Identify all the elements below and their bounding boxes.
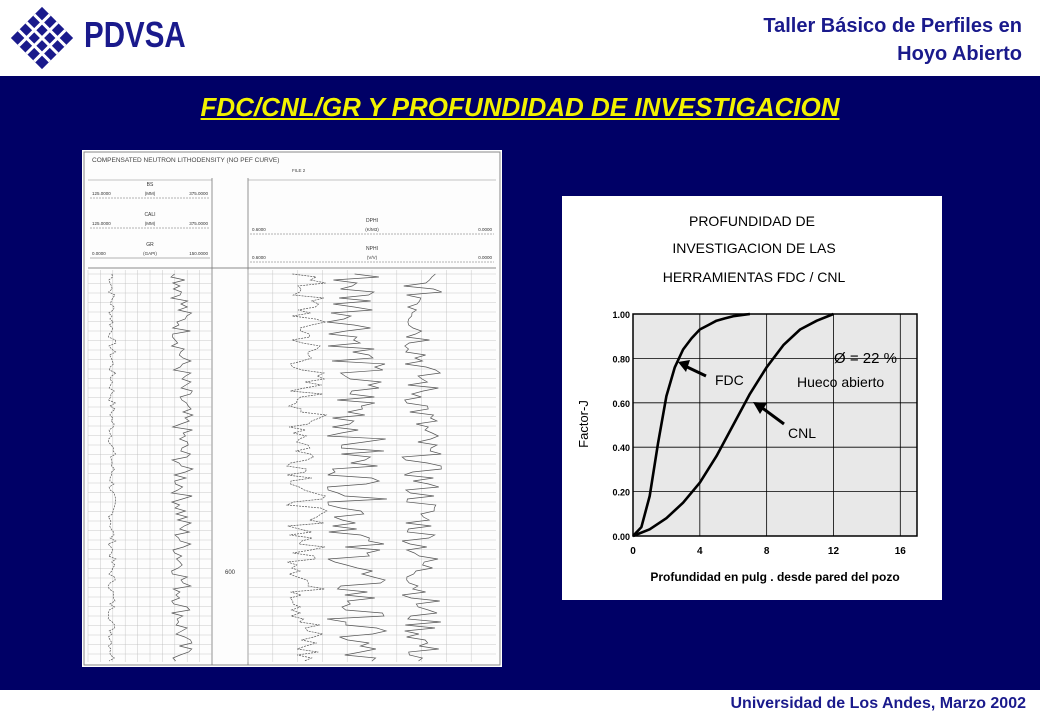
workshop-line-2: Hoyo Abierto — [897, 43, 1022, 65]
log-track-name: BS — [146, 182, 154, 188]
chart-title-line-1: PROFUNDIDAD DE — [688, 213, 816, 229]
hole-annotation: Hueco abierto — [797, 374, 885, 390]
log-track-min: 0.0000 — [92, 251, 106, 256]
workshop-line-1: Taller Básico de Perfiles en — [763, 15, 1022, 37]
log-depth-label: 600 — [224, 570, 236, 576]
log-track-name: GR — [146, 242, 154, 248]
y-tick-label: 1.00 — [612, 310, 630, 320]
fdc-label: FDC — [715, 372, 744, 388]
log-track-max: 0.0000 — [478, 227, 492, 232]
x-tick-label: 12 — [827, 546, 840, 557]
log-track-max: 375.0000 — [189, 221, 208, 226]
log-track-min: 125.0000 — [92, 191, 111, 196]
log-track-unit: (K/M3) — [365, 227, 379, 232]
log-track-unit: (GAPI) — [143, 251, 157, 256]
y-tick-label: 0.60 — [612, 398, 630, 409]
slide-footer — [0, 690, 1040, 720]
log-track-name: DPHI — [366, 218, 378, 224]
pdvsa-logo-icon — [10, 6, 74, 70]
slide-title: FDC/CNL/GR Y PROFUNDIDAD DE INVESTIGACION — [200, 92, 840, 122]
investigation-chart-panel — [562, 196, 942, 600]
log-track-name: NPHI — [366, 246, 378, 252]
investigation-depth-chart — [562, 196, 942, 600]
well-log-image — [82, 150, 502, 667]
plot-area — [633, 314, 917, 536]
x-tick-label: 16 — [894, 546, 906, 557]
x-tick-label: 8 — [763, 546, 770, 557]
y-tick-label: 0.00 — [612, 532, 630, 542]
x-axis-label: Profundidad en pulg . desde pared del pozo — [650, 570, 900, 584]
y-tick-label: 0.40 — [612, 443, 630, 454]
log-file: FILE 2 — [292, 168, 306, 173]
slide-header — [0, 0, 1040, 76]
x-tick-label: 4 — [697, 546, 703, 557]
log-track-min: 125.0000 — [92, 221, 111, 226]
log-track-min: 0.6000 — [252, 255, 266, 260]
y-tick-label: 0.80 — [612, 354, 630, 365]
phi-annotation: Ø = 22 % — [834, 350, 897, 367]
log-title: COMPENSATED NEUTRON LITHODENSITY (NO PEF CURVE) — [92, 157, 280, 164]
chart-title-line-2: INVESTIGACION DE LAS — [672, 240, 836, 256]
log-track-max: 150.0000 — [189, 251, 208, 256]
log-track-unit: (V/V) — [366, 255, 378, 260]
workshop-title — [763, 12, 1022, 68]
well-log-panel — [82, 150, 502, 667]
log-track-max: 375.0000 — [189, 191, 208, 196]
footer-text: Universidad de Los Andes, Marzo 2002 — [730, 695, 1026, 712]
log-track-min: 0.6000 — [252, 227, 266, 232]
chart-title-line-3: HERRAMIENTAS FDC / CNL — [662, 269, 846, 285]
x-tick-label: 0 — [630, 546, 636, 557]
log-track-max: 0.0000 — [478, 255, 492, 260]
y-tick-label: 0.20 — [612, 487, 630, 498]
log-track-unit: (MM) — [144, 191, 156, 196]
y-axis-label: Factor-J — [576, 400, 591, 448]
log-track-name: CALI — [144, 212, 156, 218]
log-track-unit: (MM) — [144, 221, 156, 226]
logo-text: PDVSA — [84, 14, 186, 55]
cnl-label: CNL — [788, 425, 817, 441]
